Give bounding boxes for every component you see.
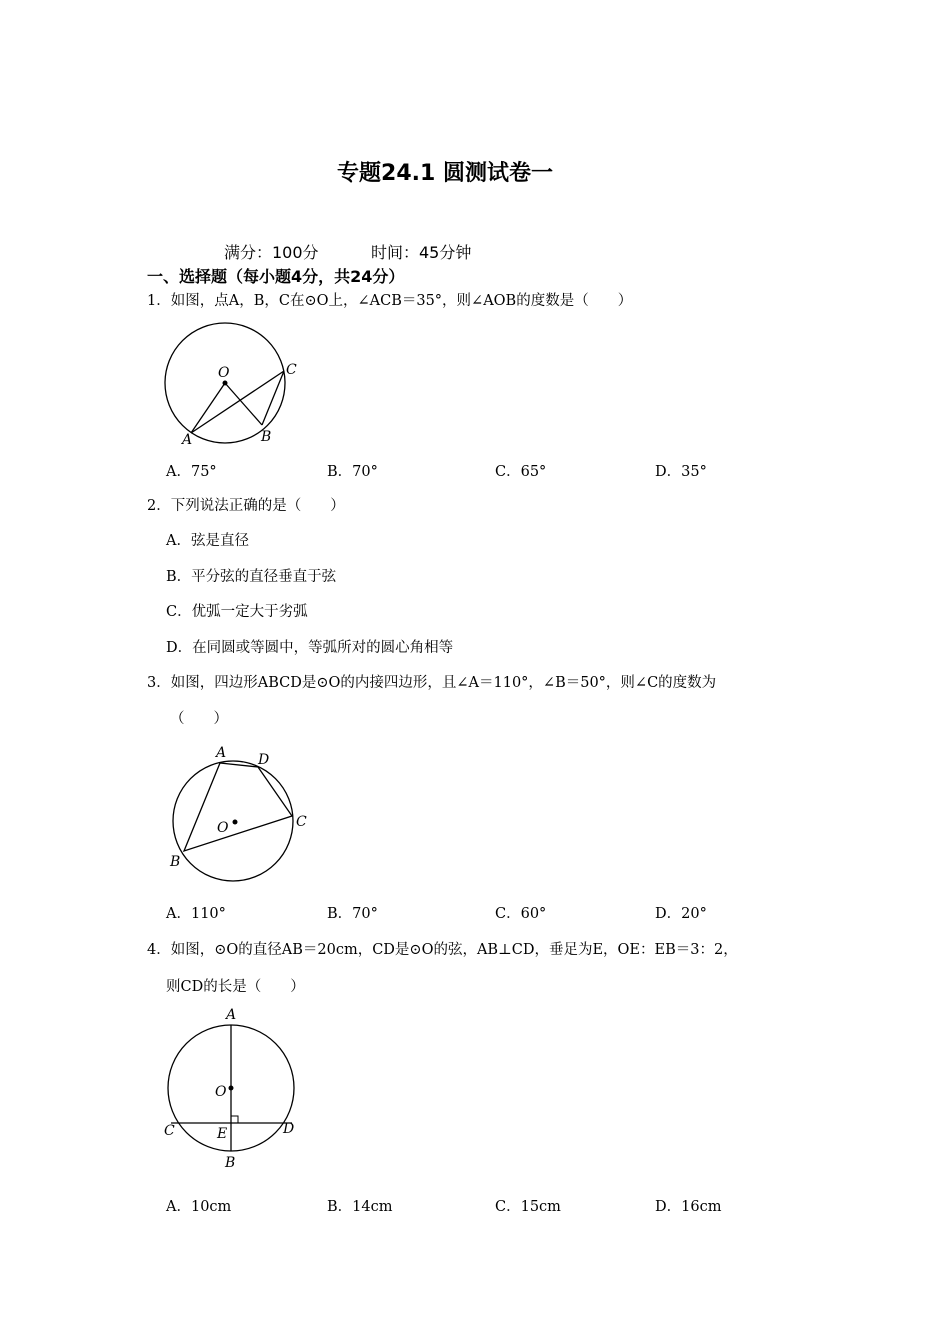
label-c: C <box>164 1123 175 1139</box>
question-4-stem: 4．如图，⊙O的直径AB＝20cm，CD是⊙O的弦，AB⊥CD，垂足为E，OE：EB＝3：2， <box>147 942 738 958</box>
label-b: B <box>261 429 272 445</box>
center-point <box>233 820 238 825</box>
label-o: O <box>217 820 229 836</box>
label-a: A <box>226 1007 237 1023</box>
question-2-stem: 2．下列说法正确的是（ ） <box>147 498 345 514</box>
q3-option-d: D．20° <box>655 906 707 922</box>
question-1-figure <box>158 315 308 450</box>
q1-option-d: D．35° <box>655 464 707 480</box>
question-3-stem: 3．如图，四边形ABCD是⊙O的内接四边形，且∠A＝110°，∠B＝50°，则∠C的度数为 <box>147 675 717 691</box>
label-a: A <box>216 745 227 761</box>
label-o: O <box>218 365 230 381</box>
q2-option-c: C．优弧一定大于劣弧 <box>166 604 308 620</box>
q4-option-b: B．14cm <box>327 1199 393 1215</box>
q3-option-b: B．70° <box>327 906 378 922</box>
q4-option-d: D．16cm <box>655 1199 722 1215</box>
q3-option-a: A．110° <box>166 906 226 922</box>
q1-option-c: C．65° <box>495 464 547 480</box>
question-3-stem-continued: （ ） <box>170 711 228 727</box>
q4-option-c: C．15cm <box>495 1199 561 1215</box>
exam-time: 时间：45分钟 <box>371 243 472 262</box>
question-4-stem-continued: 则CD的长是（ ） <box>166 979 305 995</box>
label-b: B <box>225 1155 236 1171</box>
question-4-figure <box>158 1003 308 1175</box>
label-d: D <box>258 752 270 768</box>
section-heading: 一、选择题（每小题4分，共24分） <box>147 267 405 286</box>
full-score: 满分：100分 <box>224 243 319 262</box>
q2-option-d: D．在同圆或等圆中，等弧所对的圆心角相等 <box>166 640 454 656</box>
question-1-stem: 1．如图，点A，B，C在⊙O上，∠ACB＝35°，则∠AOB的度数是（ ） <box>147 293 633 309</box>
label-o: O <box>215 1084 227 1100</box>
label-c: C <box>296 814 307 830</box>
q2-option-a: A．弦是直径 <box>166 533 249 549</box>
q4-option-a: A．10cm <box>166 1199 232 1215</box>
label-b: B <box>170 854 181 870</box>
question-3-figure <box>160 738 320 888</box>
label-a: A <box>182 432 193 448</box>
q1-option-a: A．75° <box>166 464 217 480</box>
q1-option-b: B．70° <box>327 464 378 480</box>
label-d: D <box>283 1121 295 1137</box>
q3-option-c: C．60° <box>495 906 547 922</box>
q2-option-b: B．平分弦的直径垂直于弦 <box>166 569 337 585</box>
label-c: C <box>286 362 297 378</box>
page-title: 专题24.1 圆测试卷一 <box>337 161 553 186</box>
label-e: E <box>217 1126 228 1142</box>
